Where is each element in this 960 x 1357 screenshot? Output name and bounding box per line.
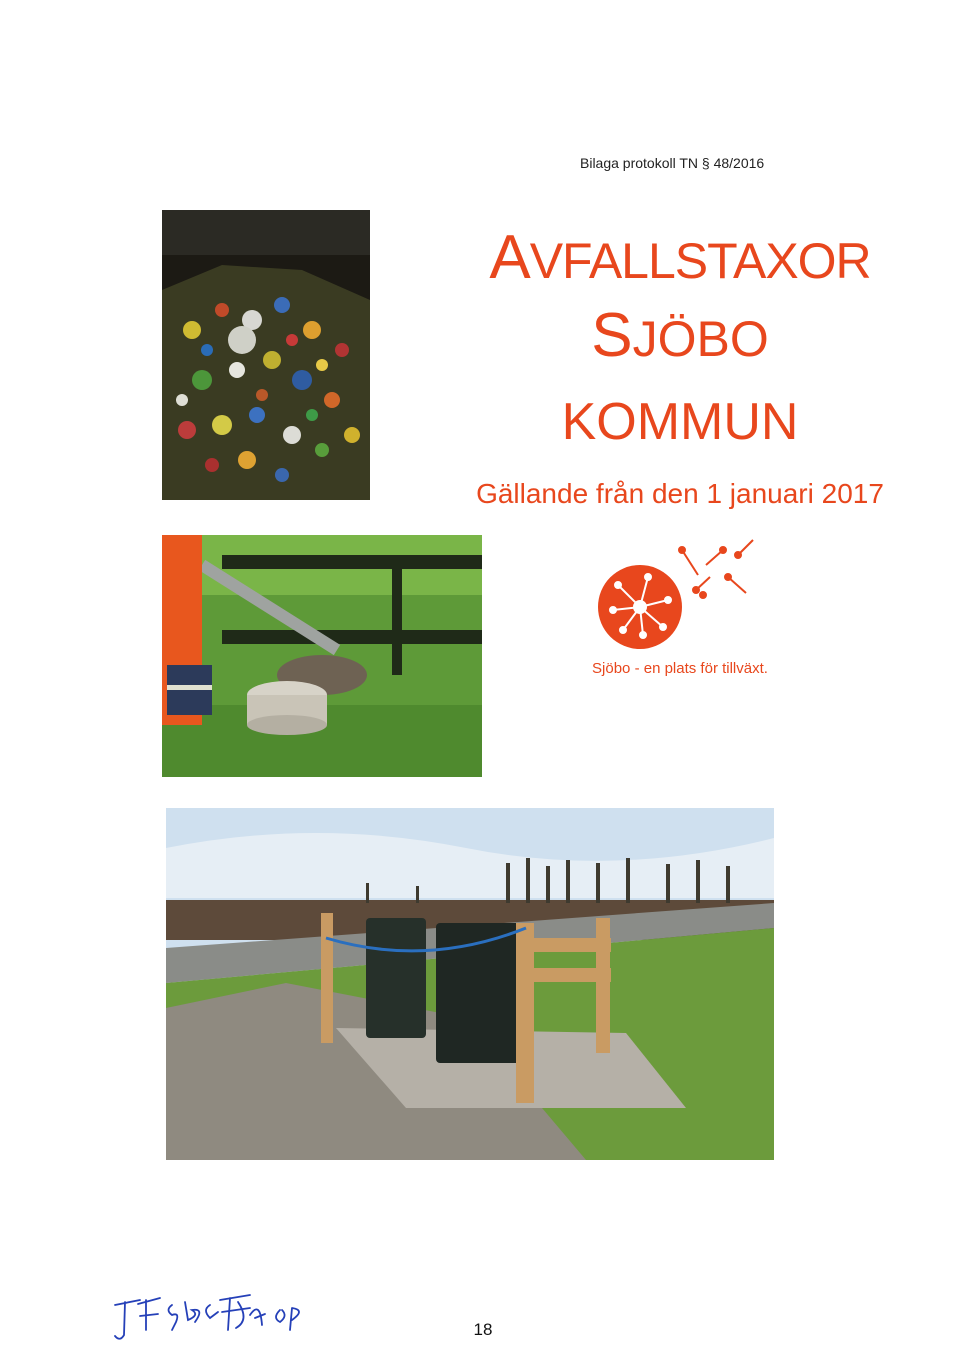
logo-tagline: Sjöbo - en plats för tillväxt. — [592, 660, 768, 677]
page-number: 18 — [473, 1320, 493, 1339]
handwritten-signature — [110, 1290, 320, 1345]
header-reference: Bilaga protokoll TN § 48/2016 — [580, 155, 765, 171]
title-line-1-initial: A — [489, 223, 530, 292]
dandelion-icon — [598, 535, 778, 655]
subtitle: Gällande från den 1 januari 2017 — [476, 478, 884, 509]
title-line-2-rest: JÖBO — [632, 311, 769, 367]
title-line-3: KOMMUN — [561, 393, 799, 451]
photo-garbage-bins — [166, 808, 774, 1160]
title-line-2 — [480, 300, 880, 371]
title-line-1-rest: VFALLSTAXOR — [529, 233, 871, 289]
photo-recycling — [162, 210, 370, 500]
title-line-2-initial: S — [591, 301, 633, 370]
sjobo-logo — [598, 535, 778, 655]
photo-sewage-well — [162, 535, 482, 777]
title-line-1 — [470, 222, 890, 293]
